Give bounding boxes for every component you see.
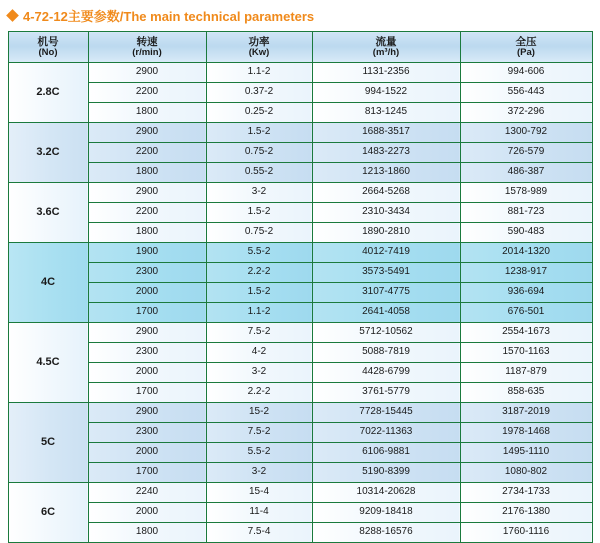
table-header: [8, 32, 592, 63]
cell-power: 1.1-2: [206, 63, 312, 83]
table-row: [8, 223, 592, 243]
column-header-flow: [312, 32, 460, 63]
cell-power: 0.75-2: [206, 223, 312, 243]
cell-pressure: 881-723: [460, 203, 592, 223]
column-header-pressure-cn: 全压: [515, 35, 537, 48]
cell-model: 4C: [8, 243, 88, 323]
table-row: [8, 463, 592, 483]
cell-power: 15-4: [206, 483, 312, 503]
cell-pressure: 1238-917: [460, 263, 592, 283]
table-row: [8, 403, 592, 423]
cell-pressure: 1300-792: [460, 123, 592, 143]
cell-speed: 2000: [88, 443, 206, 463]
table-row: [8, 323, 592, 343]
cell-flow: 3573-5491: [312, 263, 460, 283]
header-row: [8, 32, 592, 63]
column-header-model: [8, 32, 88, 63]
cell-pressure: 1578-989: [460, 183, 592, 203]
cell-flow: 5190-8399: [312, 463, 460, 483]
cell-pressure: 858-635: [460, 383, 592, 403]
cell-pressure: 726-579: [460, 143, 592, 163]
table-row: [8, 363, 592, 383]
cell-flow: 2641-4058: [312, 303, 460, 323]
table-row: [8, 383, 592, 403]
cell-pressure: 1570-1163: [460, 343, 592, 363]
cell-pressure: 2014-1320: [460, 243, 592, 263]
cell-power: 2.2-2: [206, 383, 312, 403]
cell-power: 5.5-2: [206, 243, 312, 263]
cell-speed: 2200: [88, 143, 206, 163]
cell-model: 3.2C: [8, 123, 88, 183]
cell-power: 7.5-2: [206, 423, 312, 443]
cell-flow: 994-1522: [312, 83, 460, 103]
cell-speed: 2200: [88, 83, 206, 103]
cell-model: 4.5C: [8, 323, 88, 403]
cell-pressure: 372-296: [460, 103, 592, 123]
table-row: [8, 423, 592, 443]
cell-power: 7.5-4: [206, 523, 312, 543]
cell-power: 1.1-2: [206, 303, 312, 323]
cell-speed: 1700: [88, 463, 206, 483]
cell-pressure: 486-387: [460, 163, 592, 183]
column-header-model-cn: 机号: [37, 35, 59, 48]
table-row: [8, 303, 592, 323]
column-header-speed: [88, 32, 206, 63]
cell-pressure: 556-443: [460, 83, 592, 103]
table-row: [8, 203, 592, 223]
column-header-speed-en: (r/min): [132, 46, 162, 58]
cell-pressure: 2176-1380: [460, 503, 592, 523]
cell-flow: 1688-3517: [312, 123, 460, 143]
cell-power: 1.5-2: [206, 123, 312, 143]
table-row: [8, 143, 592, 163]
cell-speed: 2000: [88, 363, 206, 383]
cell-flow: 9209-18418: [312, 503, 460, 523]
table-body: [8, 63, 592, 543]
column-header-power-cn: 功率: [248, 35, 270, 48]
cell-pressure: 994-606: [460, 63, 592, 83]
table-row: [8, 163, 592, 183]
column-header-power: [206, 32, 312, 63]
table-row: [8, 283, 592, 303]
column-header-flow-en: (m³/h): [372, 46, 400, 58]
cell-pressure: 1080-802: [460, 463, 592, 483]
cell-model: 2.8C: [8, 63, 88, 123]
cell-flow: 1483-2273: [312, 143, 460, 163]
cell-speed: 2900: [88, 323, 206, 343]
cell-speed: 2900: [88, 123, 206, 143]
cell-speed: 2300: [88, 423, 206, 443]
table-row: [8, 103, 592, 123]
cell-speed: 1700: [88, 303, 206, 323]
cell-flow: 5712-10562: [312, 323, 460, 343]
cell-power: 0.55-2: [206, 163, 312, 183]
cell-pressure: 676-501: [460, 303, 592, 323]
cell-power: 7.5-2: [206, 323, 312, 343]
cell-pressure: 1187-879: [460, 363, 592, 383]
cell-power: 0.75-2: [206, 143, 312, 163]
technical-parameters-table: [8, 31, 593, 543]
cell-flow: 7728-15445: [312, 403, 460, 423]
cell-speed: 1800: [88, 103, 206, 123]
cell-speed: 2300: [88, 343, 206, 363]
cell-flow: 10314-20628: [312, 483, 460, 503]
table-row: [8, 503, 592, 523]
cell-speed: 2900: [88, 63, 206, 83]
table-row: [8, 63, 592, 83]
cell-speed: 2300: [88, 263, 206, 283]
table-row: [8, 343, 592, 363]
cell-speed: 1800: [88, 163, 206, 183]
cell-flow: 7022-11363: [312, 423, 460, 443]
cell-model: 5C: [8, 403, 88, 483]
cell-speed: 1700: [88, 383, 206, 403]
cell-pressure: 2554-1673: [460, 323, 592, 343]
column-header-model-en: (No): [38, 46, 58, 58]
table-row: [8, 483, 592, 503]
cell-flow: 813-1245: [312, 103, 460, 123]
column-header-pressure: [460, 32, 592, 63]
cell-power: 15-2: [206, 403, 312, 423]
cell-pressure: 2734-1733: [460, 483, 592, 503]
cell-power: 0.25-2: [206, 103, 312, 123]
cell-power: 3-2: [206, 183, 312, 203]
page-title: [0, 0, 600, 29]
cell-power: 2.2-2: [206, 263, 312, 283]
cell-speed: 2000: [88, 283, 206, 303]
cell-speed: 2200: [88, 203, 206, 223]
cell-speed: 1900: [88, 243, 206, 263]
table-row: [8, 183, 592, 203]
cell-model: 3.6C: [8, 183, 88, 243]
cell-speed: 1800: [88, 223, 206, 243]
cell-flow: 3761-5779: [312, 383, 460, 403]
cell-pressure: 3187-2019: [460, 403, 592, 423]
cell-power: 11-4: [206, 503, 312, 523]
cell-flow: 1890-2810: [312, 223, 460, 243]
column-header-speed-cn: 转速: [136, 35, 158, 48]
table-row: [8, 443, 592, 463]
cell-flow: 2310-3434: [312, 203, 460, 223]
cell-speed: 2900: [88, 183, 206, 203]
cell-flow: 4012-7419: [312, 243, 460, 263]
cell-speed: 2000: [88, 503, 206, 523]
diamond-bullet-icon: [6, 9, 19, 22]
table-row: [8, 243, 592, 263]
cell-pressure: 1760-1116: [460, 523, 592, 543]
cell-power: 5.5-2: [206, 443, 312, 463]
cell-power: 4-2: [206, 343, 312, 363]
cell-flow: 3107-4775: [312, 283, 460, 303]
cell-flow: 4428-6799: [312, 363, 460, 383]
table-row: [8, 263, 592, 283]
cell-power: 3-2: [206, 463, 312, 483]
cell-pressure: 1495-1110: [460, 443, 592, 463]
page-title-text: 4-72-12主要参数/The main technical parameters: [23, 9, 315, 24]
column-header-power-en: (Kw): [248, 46, 270, 58]
cell-model: 6C: [8, 483, 88, 543]
cell-speed: 2900: [88, 403, 206, 423]
cell-flow: 1213-1860: [312, 163, 460, 183]
cell-power: 0.37-2: [206, 83, 312, 103]
cell-flow: 8288-16576: [312, 523, 460, 543]
table-row: [8, 523, 592, 543]
cell-power: 1.5-2: [206, 203, 312, 223]
cell-power: 1.5-2: [206, 283, 312, 303]
cell-flow: 2664-5268: [312, 183, 460, 203]
cell-flow: 1131-2356: [312, 63, 460, 83]
cell-speed: 2240: [88, 483, 206, 503]
cell-speed: 1800: [88, 523, 206, 543]
cell-pressure: 1978-1468: [460, 423, 592, 443]
cell-flow: 5088-7819: [312, 343, 460, 363]
cell-power: 3-2: [206, 363, 312, 383]
cell-pressure: 936-694: [460, 283, 592, 303]
table-row: [8, 83, 592, 103]
cell-flow: 6106-9881: [312, 443, 460, 463]
cell-pressure: 590-483: [460, 223, 592, 243]
column-header-pressure-en: (Pa): [517, 46, 535, 58]
column-header-flow-cn: 流量: [375, 35, 397, 48]
table-row: [8, 123, 592, 143]
